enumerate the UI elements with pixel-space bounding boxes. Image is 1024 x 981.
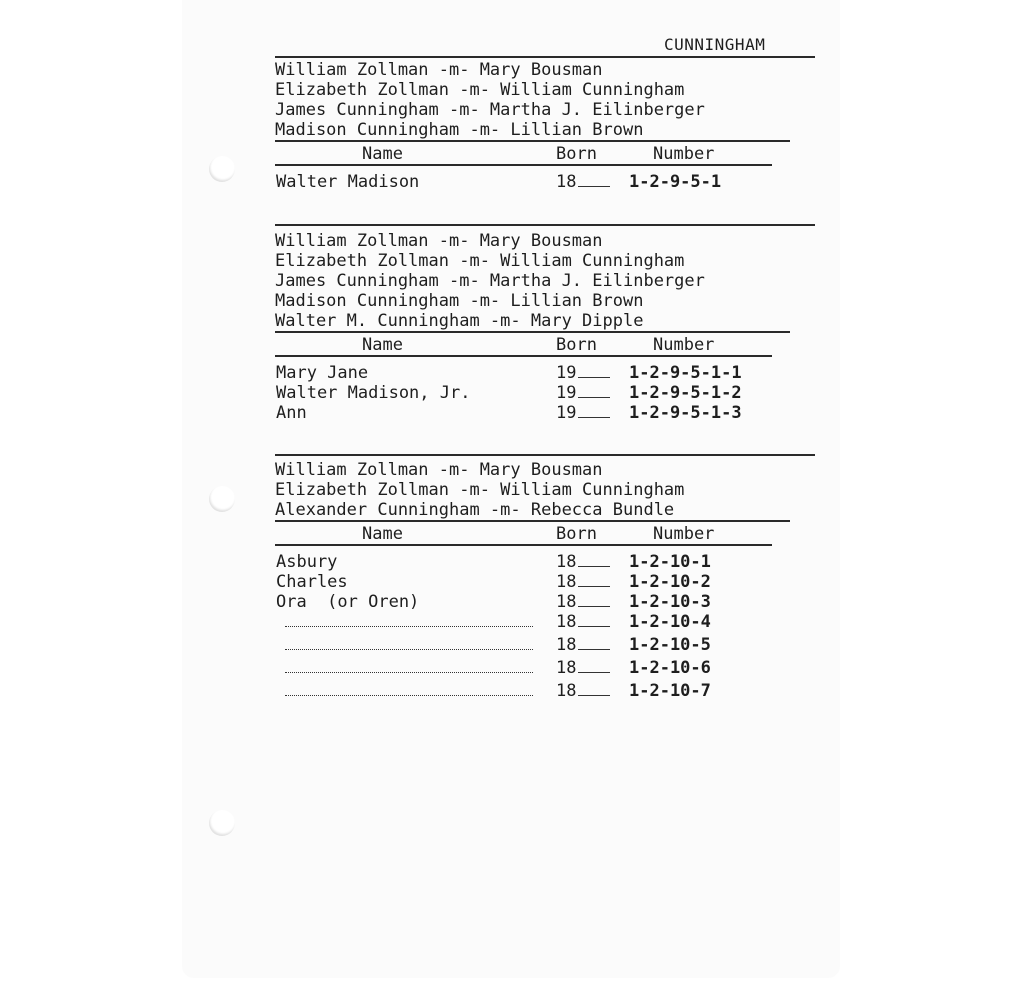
born-year: 19 (556, 403, 610, 423)
blank-name-line (285, 649, 533, 650)
family-section-3 (275, 460, 815, 704)
child-name: Ann (276, 403, 307, 423)
family-section-2 (275, 231, 815, 423)
column-header (275, 522, 772, 546)
born-column-header: Born (556, 335, 597, 355)
ancestor-line: Elizabeth Zollman -m- William Cunningham (275, 480, 685, 500)
ancestor-line: William Zollman -m- Mary Bousman (275, 231, 603, 251)
punch-hole (209, 156, 235, 182)
child-name: Walter Madison (276, 172, 420, 192)
child-row (275, 612, 815, 635)
family-section-1 (275, 60, 815, 192)
child-name: Mary Jane (276, 363, 369, 383)
child-number: 1-2-10-4 (629, 612, 711, 632)
ancestor-line: Elizabeth Zollman -m- William Cunningham (275, 80, 685, 100)
child-number: 1-2-9-5-1 (629, 172, 722, 192)
blank-name-line (285, 695, 533, 696)
child-number: 1-2-9-5-1-1 (629, 363, 742, 383)
born-year: 19 (556, 383, 610, 403)
punch-hole (209, 810, 235, 836)
column-header (275, 142, 772, 166)
blank-name-line (285, 626, 533, 627)
child-name: Charles (276, 572, 348, 592)
child-row (275, 658, 815, 681)
name-column-header: Name (362, 144, 403, 164)
child-row (275, 383, 815, 403)
name-column-header: Name (362, 335, 403, 355)
born-year: 18 (556, 172, 610, 192)
born-year: 18 (556, 592, 610, 612)
child-number: 1-2-10-2 (629, 572, 711, 592)
born-year: 18 (556, 612, 610, 632)
child-row (275, 592, 815, 612)
child-number: 1-2-10-3 (629, 592, 711, 612)
child-number: 1-2-10-5 (629, 635, 711, 655)
blank-name-line (285, 672, 533, 673)
born-year: 18 (556, 552, 610, 572)
child-name: Walter Madison, Jr. (276, 383, 471, 403)
child-number: 1-2-10-6 (629, 658, 711, 678)
ancestor-line: William Zollman -m- Mary Bousman (275, 460, 603, 480)
child-name: Ora (or Oren) (276, 592, 420, 612)
name-column-header: Name (362, 524, 403, 544)
ancestor-line: Walter M. Cunningham -m- Mary Dipple (275, 311, 790, 333)
child-number: 1-2-9-5-1-2 (629, 383, 742, 403)
born-year: 18 (556, 572, 610, 592)
section-divider (275, 224, 815, 226)
ancestor-line: Madison Cunningham -m- Lillian Brown (275, 291, 644, 311)
top-rule (275, 56, 815, 58)
punch-hole (209, 486, 235, 512)
born-column-header: Born (556, 524, 597, 544)
number-column-header: Number (653, 144, 715, 164)
ancestor-line: James Cunningham -m- Martha J. Eilinberger (275, 100, 705, 120)
born-year: 19 (556, 363, 610, 383)
column-header (275, 333, 772, 357)
child-number: 1-2-10-7 (629, 681, 711, 701)
child-row (275, 403, 815, 423)
child-name: Asbury (276, 552, 338, 572)
child-number: 1-2-10-1 (629, 552, 711, 572)
born-year: 18 (556, 681, 610, 701)
born-year: 18 (556, 658, 610, 678)
ancestor-line: Elizabeth Zollman -m- William Cunningham (275, 251, 685, 271)
born-year: 18 (556, 635, 610, 655)
ancestor-line: Madison Cunningham -m- Lillian Brown (275, 120, 790, 142)
child-row (275, 552, 815, 572)
number-column-header: Number (653, 524, 715, 544)
child-row (275, 635, 815, 658)
child-row (275, 681, 815, 704)
child-row (275, 172, 815, 192)
ancestor-line: James Cunningham -m- Martha J. Eilinberger (275, 271, 705, 291)
section-divider (275, 454, 815, 456)
child-row (275, 363, 815, 383)
ancestor-line: Alexander Cunningham -m- Rebecca Bundle (275, 500, 790, 522)
child-number: 1-2-9-5-1-3 (629, 403, 742, 423)
born-column-header: Born (556, 144, 597, 164)
surname-heading: CUNNINGHAM (664, 35, 766, 54)
ancestor-line: William Zollman -m- Mary Bousman (275, 60, 603, 80)
number-column-header: Number (653, 335, 715, 355)
child-row (275, 572, 815, 592)
